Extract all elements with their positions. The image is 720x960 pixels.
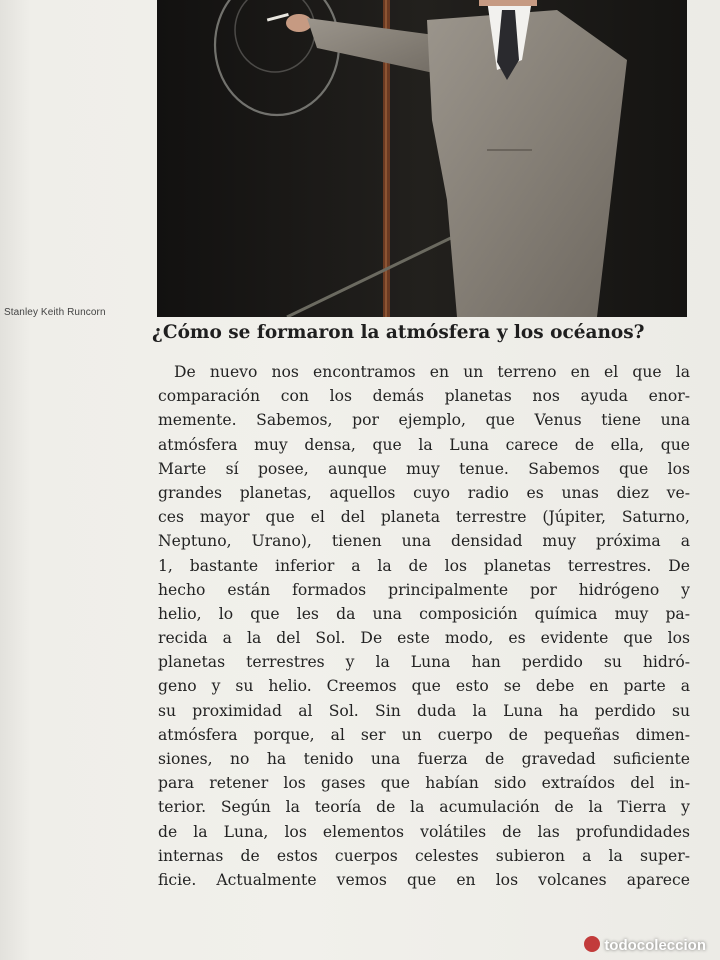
- text-line: para retener los gases que habían sido extraídos del in-: [158, 774, 690, 793]
- text-line: 1, bastante inferior a la de los planetas terrestres. De: [158, 556, 690, 575]
- text-line: Neptuno, Urano), tienen una densidad muy próxima a: [158, 532, 690, 551]
- text-line: atmósfera muy densa, que la Luna carece de ella, que: [158, 435, 690, 454]
- text-line: atmósfera porque, al ser un cuerpo de pequeñas dimen-: [158, 725, 690, 744]
- text-line: Marte sí posee, aunque muy tenue. Sabemos que los: [158, 459, 690, 478]
- text-line: comparación con los demás planetas nos ayuda enor-: [158, 387, 690, 406]
- photo-caption: Stanley Keith Runcorn: [4, 307, 106, 318]
- text-line: planetas terrestres y la Luna han perdido su hidró-: [158, 653, 690, 672]
- text-line: de la Luna, los elementos volátiles de las profundidades: [158, 822, 690, 841]
- text-line: grandes planetas, aquellos cuyo radio es unas diez ve-: [158, 483, 690, 502]
- text-line: siones, no ha tenido una fuerza de gravedad suficiente: [158, 750, 690, 768]
- text-line: recida a la del Sol. De este modo, es evidente que los: [158, 629, 690, 648]
- text-line: geno y su helio. Creemos que esto se debe en parte a: [158, 677, 690, 696]
- photo-man-at-blackboard: [157, 0, 687, 317]
- text-line: hecho están formados principalmente por hidrógeno y: [158, 580, 690, 599]
- photo-illustration: [157, 0, 687, 317]
- section-heading: ¿Cómo se formaron la atmósfera y los océanos?: [152, 322, 645, 343]
- text-line: ces mayor que el del planeta terrestre (Júpiter, Saturno,: [158, 508, 690, 527]
- text-line: terior. Según la teoría de la acumulación de la Tierra y: [158, 798, 690, 817]
- text-line: internas de estos cuerpos celestes subieron a la super-: [158, 846, 690, 865]
- watermark-logo-icon: [584, 936, 600, 952]
- text-line: memente. Sabemos, por ejemplo, que Venus tiene una: [158, 411, 690, 430]
- text-line: helio, lo que les da una composición química muy pa-: [158, 604, 690, 623]
- watermark-text: todocoleccion: [604, 937, 706, 954]
- body-text: [158, 360, 690, 892]
- text-line: De nuevo nos encontramos en un terreno en el que la: [174, 363, 690, 381]
- text-line: su proximidad al Sol. Sin duda la Luna ha perdido su: [158, 701, 690, 720]
- text-line: ficie. Actualmente vemos que en los volcanes aparece: [158, 870, 690, 889]
- watermark: [584, 936, 706, 954]
